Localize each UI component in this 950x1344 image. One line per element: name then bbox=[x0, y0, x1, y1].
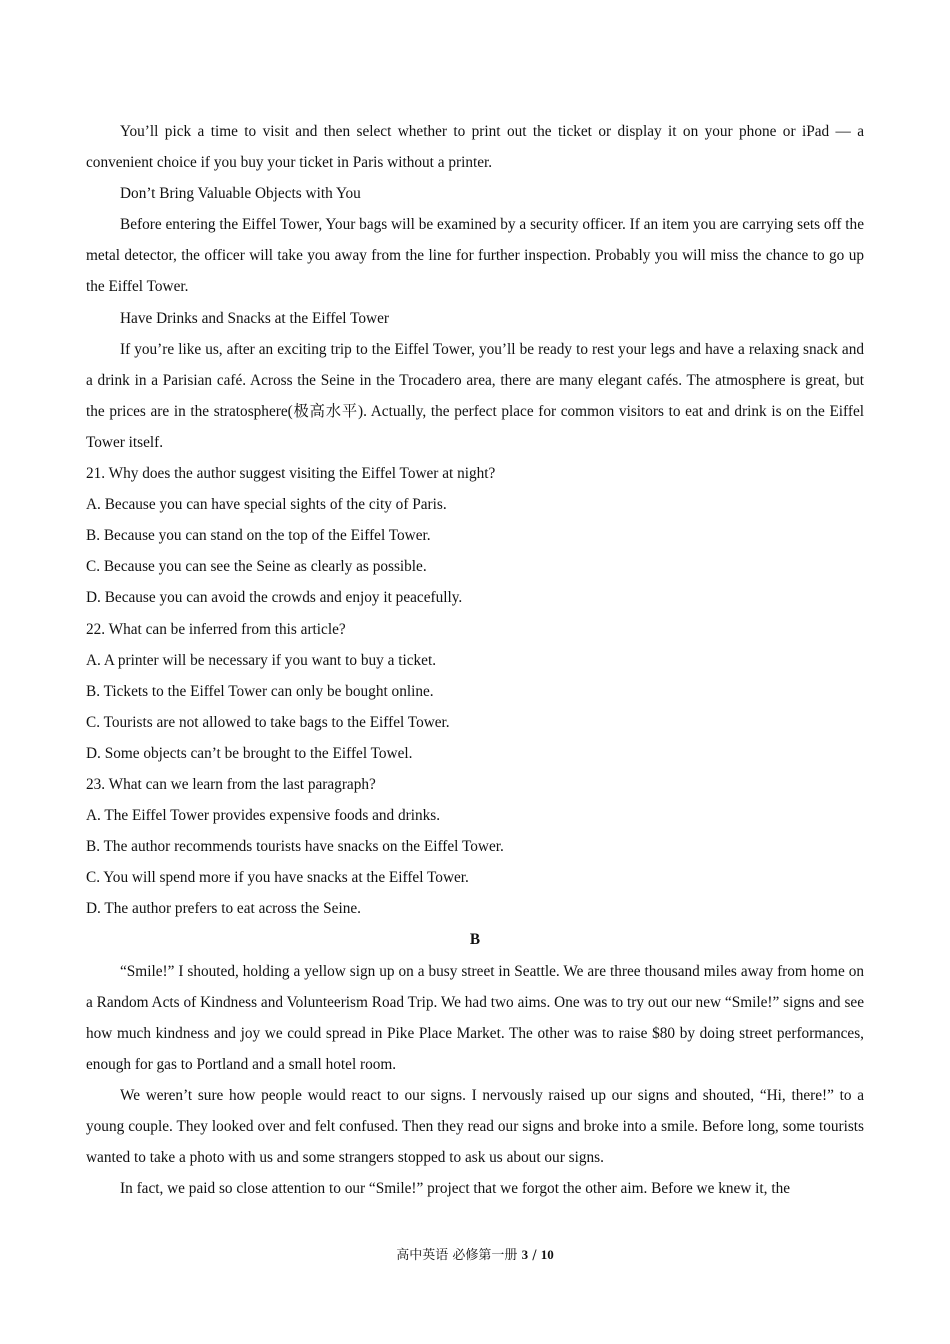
paragraph-reaction: We weren’t sure how people would react to our signs. I nervously raised up our signs and shouted, “Hi, there!” to a young couple. They looked over and felt confused. Then they read our signs and broke into a smile. Before long, some tourists wanted to take a photo with us and some strangers stopped to ask us about our signs. bbox=[86, 1086, 864, 1167]
paragraph-security: Before entering the Eiffel Tower, Your bags will be examined by a security officer. If an item you are carrying sets off the metal detector, the officer will take you away from the line for further inspection. Probably you will miss the chance to go up the Eiffel Tower. bbox=[86, 216, 864, 296]
heading-valuables: Don’t Bring Valuable Objects with You bbox=[120, 185, 361, 203]
footer-page-number: 3 bbox=[521, 1247, 529, 1262]
footer-separator: / bbox=[528, 1248, 541, 1263]
question-stem: 23. What can we learn from the last paragraph? bbox=[86, 775, 376, 793]
option-b: B. Tickets to the Eiffel Tower can only be bought online. bbox=[86, 682, 434, 700]
paragraph-ticket: You’ll pick a time to visit and then select whether to print out the ticket or display it on your phone or iPad — a convenient choice if you buy your ticket in Paris without a printer. bbox=[86, 123, 864, 172]
option-d: D. Some objects can’t be brought to the Eiffel Towel. bbox=[86, 744, 413, 762]
paragraph-drinks: If you’re like us, after an exciting trip to the Eiffel Tower, you’ll be ready to rest your legs and have a relaxing snack and a drink in a Parisian café. Across the Seine in the Trocadero area, there are many elegant cafés. The atmosphere is great, but the prices are in the stratosphere(极高水平). Actually, the perfect place for common visitors to eat and drink is on the Eiffel Tower itself. bbox=[86, 340, 864, 451]
option-a: A. The Eiffel Tower provides expensive foods and drinks. bbox=[86, 807, 441, 825]
option-b: B. The author recommends tourists have snacks on the Eiffel Tower. bbox=[86, 838, 504, 856]
question-23 bbox=[86, 769, 864, 924]
option-a: A. Because you can have special sights of the city of Paris. bbox=[86, 496, 447, 514]
footer-total-pages: 10 bbox=[540, 1247, 554, 1262]
paragraph-smile: “Smile!” I shouted, holding a yellow sign up on a busy street in Seattle. We are three thousand miles away from home on a Random Acts of Kindness and Volunteerism Road Trip. We had two aims. One was to try out our new “Smile!” signs and see how much kindness and joy we could spread in Pike Place Market. The other was to raise $80 by doing street performances, enough for gas to Portland and a small hotel room. bbox=[86, 962, 864, 1073]
footer-label: 高中英语 必修第一册 bbox=[396, 1248, 518, 1263]
question-22 bbox=[86, 614, 864, 769]
question-21 bbox=[86, 458, 864, 613]
option-c: C. Because you can see the Seine as clearly as possible. bbox=[86, 558, 427, 576]
page-footer bbox=[0, 1244, 950, 1263]
option-d: D. Because you can avoid the crowds and enjoy it peacefully. bbox=[86, 589, 463, 607]
document-page bbox=[86, 116, 864, 1204]
option-b: B. Because you can stand on the top of the Eiffel Tower. bbox=[86, 527, 431, 545]
option-c: C. You will spend more if you have snacks at the Eiffel Tower. bbox=[86, 869, 469, 887]
heading-drinks: Have Drinks and Snacks at the Eiffel Tower bbox=[120, 309, 389, 327]
paragraph-project: In fact, we paid so close attention to our “Smile!” project that we forgot the other aim. Before we knew it, the bbox=[120, 1180, 791, 1198]
option-c: C. Tourists are not allowed to take bags to the Eiffel Tower. bbox=[86, 713, 450, 731]
question-stem: 22. What can be inferred from this article? bbox=[86, 620, 346, 638]
option-d: D. The author prefers to eat across the Seine. bbox=[86, 900, 361, 918]
option-a: A. A printer will be necessary if you want to buy a ticket. bbox=[86, 651, 437, 669]
section-b-title: B bbox=[469, 931, 481, 949]
question-stem: 21. Why does the author suggest visiting the Eiffel Tower at night? bbox=[86, 465, 496, 483]
